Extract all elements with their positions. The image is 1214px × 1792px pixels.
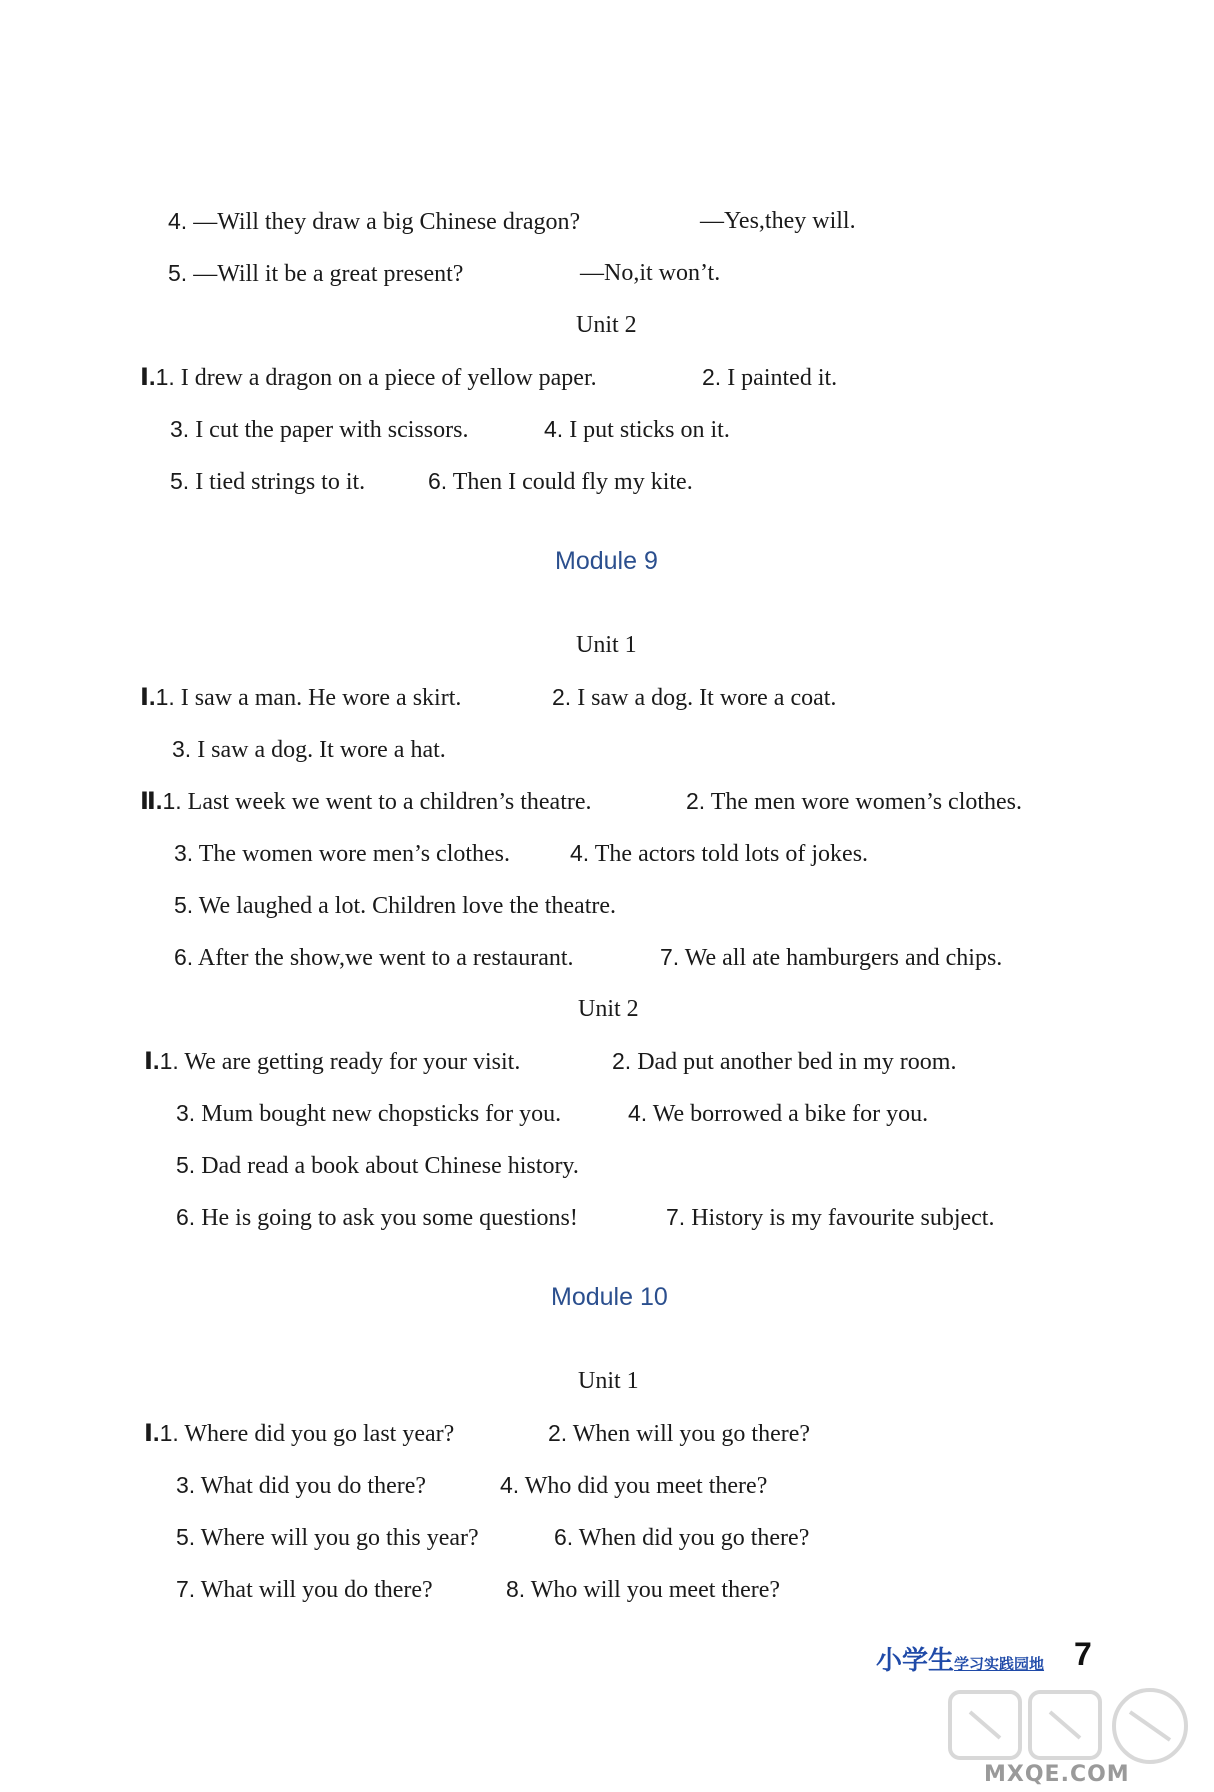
answer-second [628,1098,928,1129]
answer-second [548,1418,810,1449]
answer-row [172,734,446,765]
answer-second [702,362,837,393]
item-number: 1. [159,1420,179,1446]
module-heading: Module 9 [555,547,658,575]
answer-row [176,1522,810,1553]
item-number: 3. [176,1472,196,1498]
answer-row [176,1470,768,1501]
answer-text: Dad read a book about Chinese history. [201,1153,579,1179]
section-marker: Ⅰ. [140,364,156,391]
answer-text: I saw a man. He wore a skirt. [180,685,462,711]
module-heading: Module 10 [551,1283,668,1311]
unit-heading: Unit 1 [576,632,637,658]
item-number: 6. [176,1204,196,1230]
item-number: 4. [628,1100,648,1126]
item-number: 2. [552,684,572,710]
answer-second [660,942,1002,973]
section-marker: Ⅰ. [144,1420,160,1447]
answer-row [176,1150,579,1181]
answer-row [174,942,1003,973]
answer-text: Where did you go last year? [184,1421,455,1447]
answer-text: —Will it be a great present? [193,261,464,287]
answer-text: When did you go there? [578,1525,810,1551]
item-number: 1. [155,684,175,710]
answer-row [170,414,730,445]
item-number: 5. [174,892,194,918]
item-number: 1. [159,1048,179,1074]
item-number: 4. [544,416,564,442]
answer-text: The women wore men’s clothes. [198,841,511,867]
answer-text: I saw a dog. It wore a coat. [577,685,837,711]
answer-line-5 [168,258,721,289]
answer-row [176,1098,929,1129]
answer-second [506,1574,780,1605]
item-number: 5. [176,1152,196,1178]
unit-heading: Unit 2 [576,312,637,338]
answer-text: Then I could fly my kite. [452,469,693,495]
answer-row [170,466,693,497]
item-number: 1. [155,364,175,390]
item-number: 4. [500,1472,520,1498]
answer-text: I drew a dragon on a piece of yellow paper. [180,365,597,391]
answer-text: History is my favourite subject. [691,1205,995,1231]
answer-text: I cut the paper with scissors. [195,417,469,443]
answer-second [554,1522,809,1553]
answer-line-4 [168,206,856,237]
answer-text: I painted it. [727,365,838,391]
answer-row [176,1574,781,1605]
item-number: 3. [176,1100,196,1126]
answer-text: He is going to ask you some questions! [201,1205,578,1231]
answer-row [140,786,1023,817]
item-number: 5. [170,468,190,494]
answer-text: Mum bought new chopsticks for you. [201,1101,562,1127]
brand-logo [876,1640,1044,1677]
unit-heading: Unit 1 [578,1368,639,1394]
item-number: 1. [162,788,182,814]
answer-text: Last week we went to a children’s theatre. [187,789,592,815]
answer-row [144,1046,957,1077]
watermark-text: MXQE.COM [984,1762,1130,1787]
answer-text: Who did you meet there? [524,1473,768,1499]
answer-row [174,890,616,921]
answer-text: After the show,we went to a restaurant. [197,945,574,971]
answer-text: We laughed a lot. Children love the theatre. [198,893,617,919]
answer-text: —Will they draw a big Chinese dragon? [193,209,581,235]
section-marker: Ⅰ. [144,1048,160,1075]
answer-second [686,786,1022,817]
answer-second [544,414,730,445]
answer-second [570,838,868,869]
item-number: 3. [172,736,192,762]
item-number: 6. [428,468,448,494]
item-number: 4. [168,208,188,234]
answer-reply: —No,it won’t. [580,260,721,286]
answer-text: What will you do there? [200,1577,433,1603]
answer-text: Where will you go this year? [200,1525,479,1551]
item-number: 6. [554,1524,574,1550]
item-number: 5. [176,1524,196,1550]
item-number: 6. [174,944,194,970]
answer-row [140,362,838,393]
item-number: 2. [612,1048,632,1074]
item-number: 7. [176,1576,196,1602]
item-number: 2. [548,1420,568,1446]
item-number: 8. [506,1576,526,1602]
item-number: 7. [666,1204,686,1230]
brand-subtitle: 学习实践园地 [954,1655,1045,1673]
section-marker: Ⅱ. [140,788,163,815]
answer-row [176,1202,995,1233]
section-marker: Ⅰ. [140,684,156,711]
answer-second [666,1202,994,1233]
answer-text: We borrowed a bike for you. [652,1101,929,1127]
answer-text: We all ate hamburgers and chips. [684,945,1003,971]
answer-text: I put sticks on it. [569,417,730,443]
answer-text: I saw a dog. It wore a hat. [197,737,446,763]
unit-heading: Unit 2 [578,996,639,1022]
answer-text: The actors told lots of jokes. [594,841,869,867]
answer-second [428,466,693,497]
brand-title: 小学生 [876,1646,955,1676]
item-number: 5. [168,260,188,286]
item-number: 4. [570,840,590,866]
answer-row [144,1418,811,1449]
answer-second [552,682,836,713]
page-number: 7 [1074,1636,1092,1672]
item-number: 3. [174,840,194,866]
answer-second [500,1470,767,1501]
item-number: 3. [170,416,190,442]
item-number: 2. [702,364,722,390]
answer-text: The men wore women’s clothes. [710,789,1023,815]
answer-text: Who will you meet there? [530,1577,781,1603]
item-number: 2. [686,788,706,814]
answer-text: We are getting ready for your visit. [184,1049,521,1075]
answer-reply: —Yes,they will. [700,208,856,234]
answer-row [174,838,869,869]
answer-text: Dad put another bed in my room. [637,1049,957,1075]
item-number: 7. [660,944,680,970]
answer-text: I tied strings to it. [195,469,366,495]
answer-text: When will you go there? [572,1421,811,1447]
answer-text: What did you do there? [200,1473,427,1499]
answer-second [612,1046,956,1077]
answer-row [140,682,837,713]
